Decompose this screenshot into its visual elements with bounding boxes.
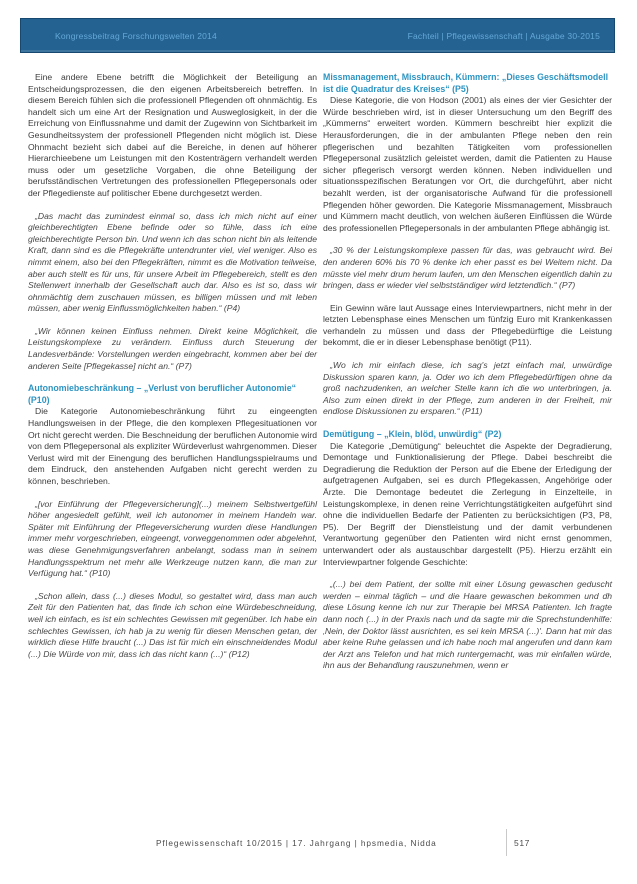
quote-block: „30 % der Leistungskomplexe passen für das, was gebraucht wird. Bei den anderen 60% bis 70 % denke ich eher passt es bei Weitem nicht. Da müsste viel mehr drum herum laufen, um den Menschen eigentlich dahin zu bringen, dass er wieder viel selbstständiger wird letztendlich.“ (P7) (323, 245, 612, 291)
right-column (323, 72, 612, 683)
paragraph: Ein Gewinn wäre laut Aussage eines Interviewpartners, nicht mehr in der letzten Lebensphase eines Menschen um fünfzig Euro mit Krankenkassen verhandeln zu müssen und dass der Pflegebedürftige die Leistung bekommt, die er in dieser Lebensphase benötigt (P11). (323, 302, 612, 348)
left-column (28, 72, 317, 671)
quote-block: „Wir können keinen Einfluss nehmen. Direkt keine Möglichkeit, die Leistungskomplexe zu verändern. Einfluss durch Steuerung der Landesverbände: Vorstellungen werden eingebracht, kommen aber bei der anderen Seite [Pflegekasse] nicht an.“ (P7) (28, 325, 317, 371)
quote-block: „Schon allein, dass (...) dieses Modul, so gestaltet wird, dass man auch Zeit für den Patienten hat, das finde ich schon eine Würdebeschneidung, weil ich einfach, es ist ein schlechtes Gewissen mit gegenüber. Ich habe ein schlechtes Gewissen, ich hab ja zu wenig für diesen Menschen getan, der wirklich diese Hilfe braucht (...) Das ist für mich ein einschneidendes Modul (...) Die Würde von mir, dass ich das nicht kann (...)“ (P12) (28, 590, 317, 659)
header-left-label: Kongressbeitrag Forschungswelten 2014 (55, 30, 217, 41)
section-heading: Demütigung – „Klein, blöd, unwürdig“ (P2) (323, 429, 502, 440)
section-heading: Autonomiebeschränkung – „Verlust von beruflicher Autonomie“ (P10) (28, 383, 297, 405)
quote-block: „(...) bei dem Patient, der sollte mit einer Lösung gewaschen geduscht werden – einmal täglich – und die Haare gewaschen bekommen und dh diese Lösung kenne ich nur zur Therapie bei MRSA Patienten. Ich fragte dann noch (...) in der Praxis nach und da sagte mir die Sprechstundenhilfe: ‚Nein, der Doktor lässt ausrichten, es sei kein MRSA (...)'. Dann hat mir das aber keine Ruhe gelassen und ich habe noch mal angerufen und dann kam der Arzt ans Telefon und hat mich runtergemacht, was mir einfallen würde, ihn aus der Behandlung rauszunehmen, wenn er (323, 579, 612, 671)
paragraph: Die Kategorie Autonomiebeschränkung führt zu eingeengten Handlungsweisen in der Pflege, die den komplexen Pflegesituationen vor Ort nicht gerecht werden. Die Beschneidung der beruflichen Autonomie wird von dem Pflegepersonal als expliziter Würdeverlust wahrgenommen. Dieser Verlust wird mit der Einengung des beruflichen Handlungsspielraums und dem Eindruck, den anstehenden Aufgaben nicht gerecht werden zu können, beschrieben. (28, 406, 318, 486)
section-heading: Missmanagement, Missbrauch, Kümmern: „Dieses Geschäftsmodell ist die Quadratur des Kreises“ (P5) (323, 72, 609, 94)
header-right-label: Fachteil | Pflegewissenschaft | Ausgabe 30-2015 (407, 30, 600, 41)
quote-block: „Das macht das zumindest einmal so, dass ich mich nicht auf einer gleichberechtigten Ebene befinde oder so fühle, dass ich eine gleichberechtigte Person bin. Und wenn ich das schon nicht bin als leitende Kraft, dann sind es die Pflegekräfte untendrunter viel, viel weniger. Also es nimmt einem, also bei den Pflegekräften, nimmt es die Motivation teilweise, aber auch stellt es für uns, für unsere Arbeit im Pflegebereich, stellt es den Stellenwert innerhalb der Gesellschaft auch dar. Also es ist so, dass wir ohnmächtig dem zuschauen müssen, es billigen müssen und mit leben müssen, aber wenig Einflussmöglichkeiten haben.“ (P4) (28, 210, 317, 314)
page-header-bar (20, 18, 615, 53)
paragraph: Diese Kategorie, die von Hodson (2001) als eines der vier Gesichter der Würde beschrieben wird, ist in dieser Untersuchung um den Begriff des „Kümmerns“ erweitert worden. Kümmern beschreibt hier explizit die Herausforderungen, die in der ambulanten Pflege neben den rein pflegerischen und bezahlten Tätigkeiten vom professionellen Pflegepersonal zusätzlich geleistet werden, damit die Patienten zu Hause sicher pflegerisch versorgt werden können. Neben individuellen und situationsspezifischen Beratungen vor Ort, die durchgeführt, aber nicht bezahlt werden, ist der organisatorische Aufwand für die professionell Pflegenden höher geworden. Die Kategorie Missmanagement, Missbrauch und Kümmern macht deutlich, von welchen äußeren Einflüssen die Würde des professionellen Pflegepersonals in der ambulanten Pflege abhängig ist. (323, 95, 612, 233)
quote-block: „Wo ich mir einfach diese, ich sag's jetzt einfach mal, unwürdige Diskussion sparen kann, ja. Oder wo ich dem Pflegebedürftigen ohne da groß nachzudenken, an welcher Stelle kann ich die wo unterbringen, ja. Also zum einen direkt in der Pflege, zum anderen in der Freiheit, mir endlose Diskussionen zu ersparen.“ (P11) (323, 360, 612, 417)
quote-block: „[vor Einführung der Pflegeversicherung](...) meinem Selbstwertgefühl höher angesiedelt gefühlt, weil ich autonomer in meinem Handeln war. Später mit Einführung der Pflegeversicherung wurden diese Handlungen immer mehr vorgeschrieben, eingeengt, vorweggenommen oder abgelehnt, was diese Genehmigungsverfahren anbelangt, sodass man in seinem Handlungsspektrum net mehr alle Werkzeuge nutzen kann, die man zur Verfügung hat.“ (P10) (28, 498, 317, 579)
footer-page-number: 517 (514, 838, 530, 848)
paragraph: Die Kategorie „Demütigung“ beleuchtet die Aspekte der Degradierung, Demontage und Funktionalisierung der Pflege. Dabei beschreibt die Degradierung die Reduktion der Person auf die Ebene der Erledigung der aufgetragenen Aufgaben, sei es durch Pflegekassen, Angehörige oder Ärzte. Die Demontage bedeutet die Zerlegung in Einzelteile, in Leistungskomplexe, in denen reine Verrichtungstätigkeiten aufgeführt sind ohne die individuellen Bedarfe der Patienten zu berücksichtigen (P3, P8, P5). Der Begriff der Dienstleistung und der damit verbundenen Verantwortung gegenüber den Patienten wird nicht ernst genommen, unterwandert oder als austauschbar dargestellt (P5). Hierzu erzählt ein Interviewpartner folgende Geschichte: (323, 440, 612, 567)
footer-divider (506, 829, 507, 856)
paragraph: Eine andere Ebene betrifft die Möglichkeit der Beteiligung an Entscheidungsprozessen, die den eigenen Arbeitsbereich betreffen. In diesem Bereich fühlen sich die professionell Pflegenden oft ohnmächtig. Es handelt sich um eine Art der Resignation und Ausweglosigkeit, in der die Erreichung von Einflussnahme und damit der Zugewinn von Sichtbarkeit im Gesundheitssystem der professionell Pflegenden nicht möglich ist. Diese Ohnmacht bezieht sich dabei auf die Bereiche, in denen auf höherer Hierarchieebene um Leistungen mit den Kostenträgern verhandelt werden muss oder um gesetzliche Vorgaben, die ohne Beteiligung der berufsständischen Vertretungen des professionellen Pflegepersonals oder der Pflegedienste auf politischer Ebene durchgesetzt werden. (28, 72, 317, 198)
footer-journal-line: Pflegewissenschaft 10/2015 | 17. Jahrgang | hpsmedia, Nidda (156, 838, 437, 848)
